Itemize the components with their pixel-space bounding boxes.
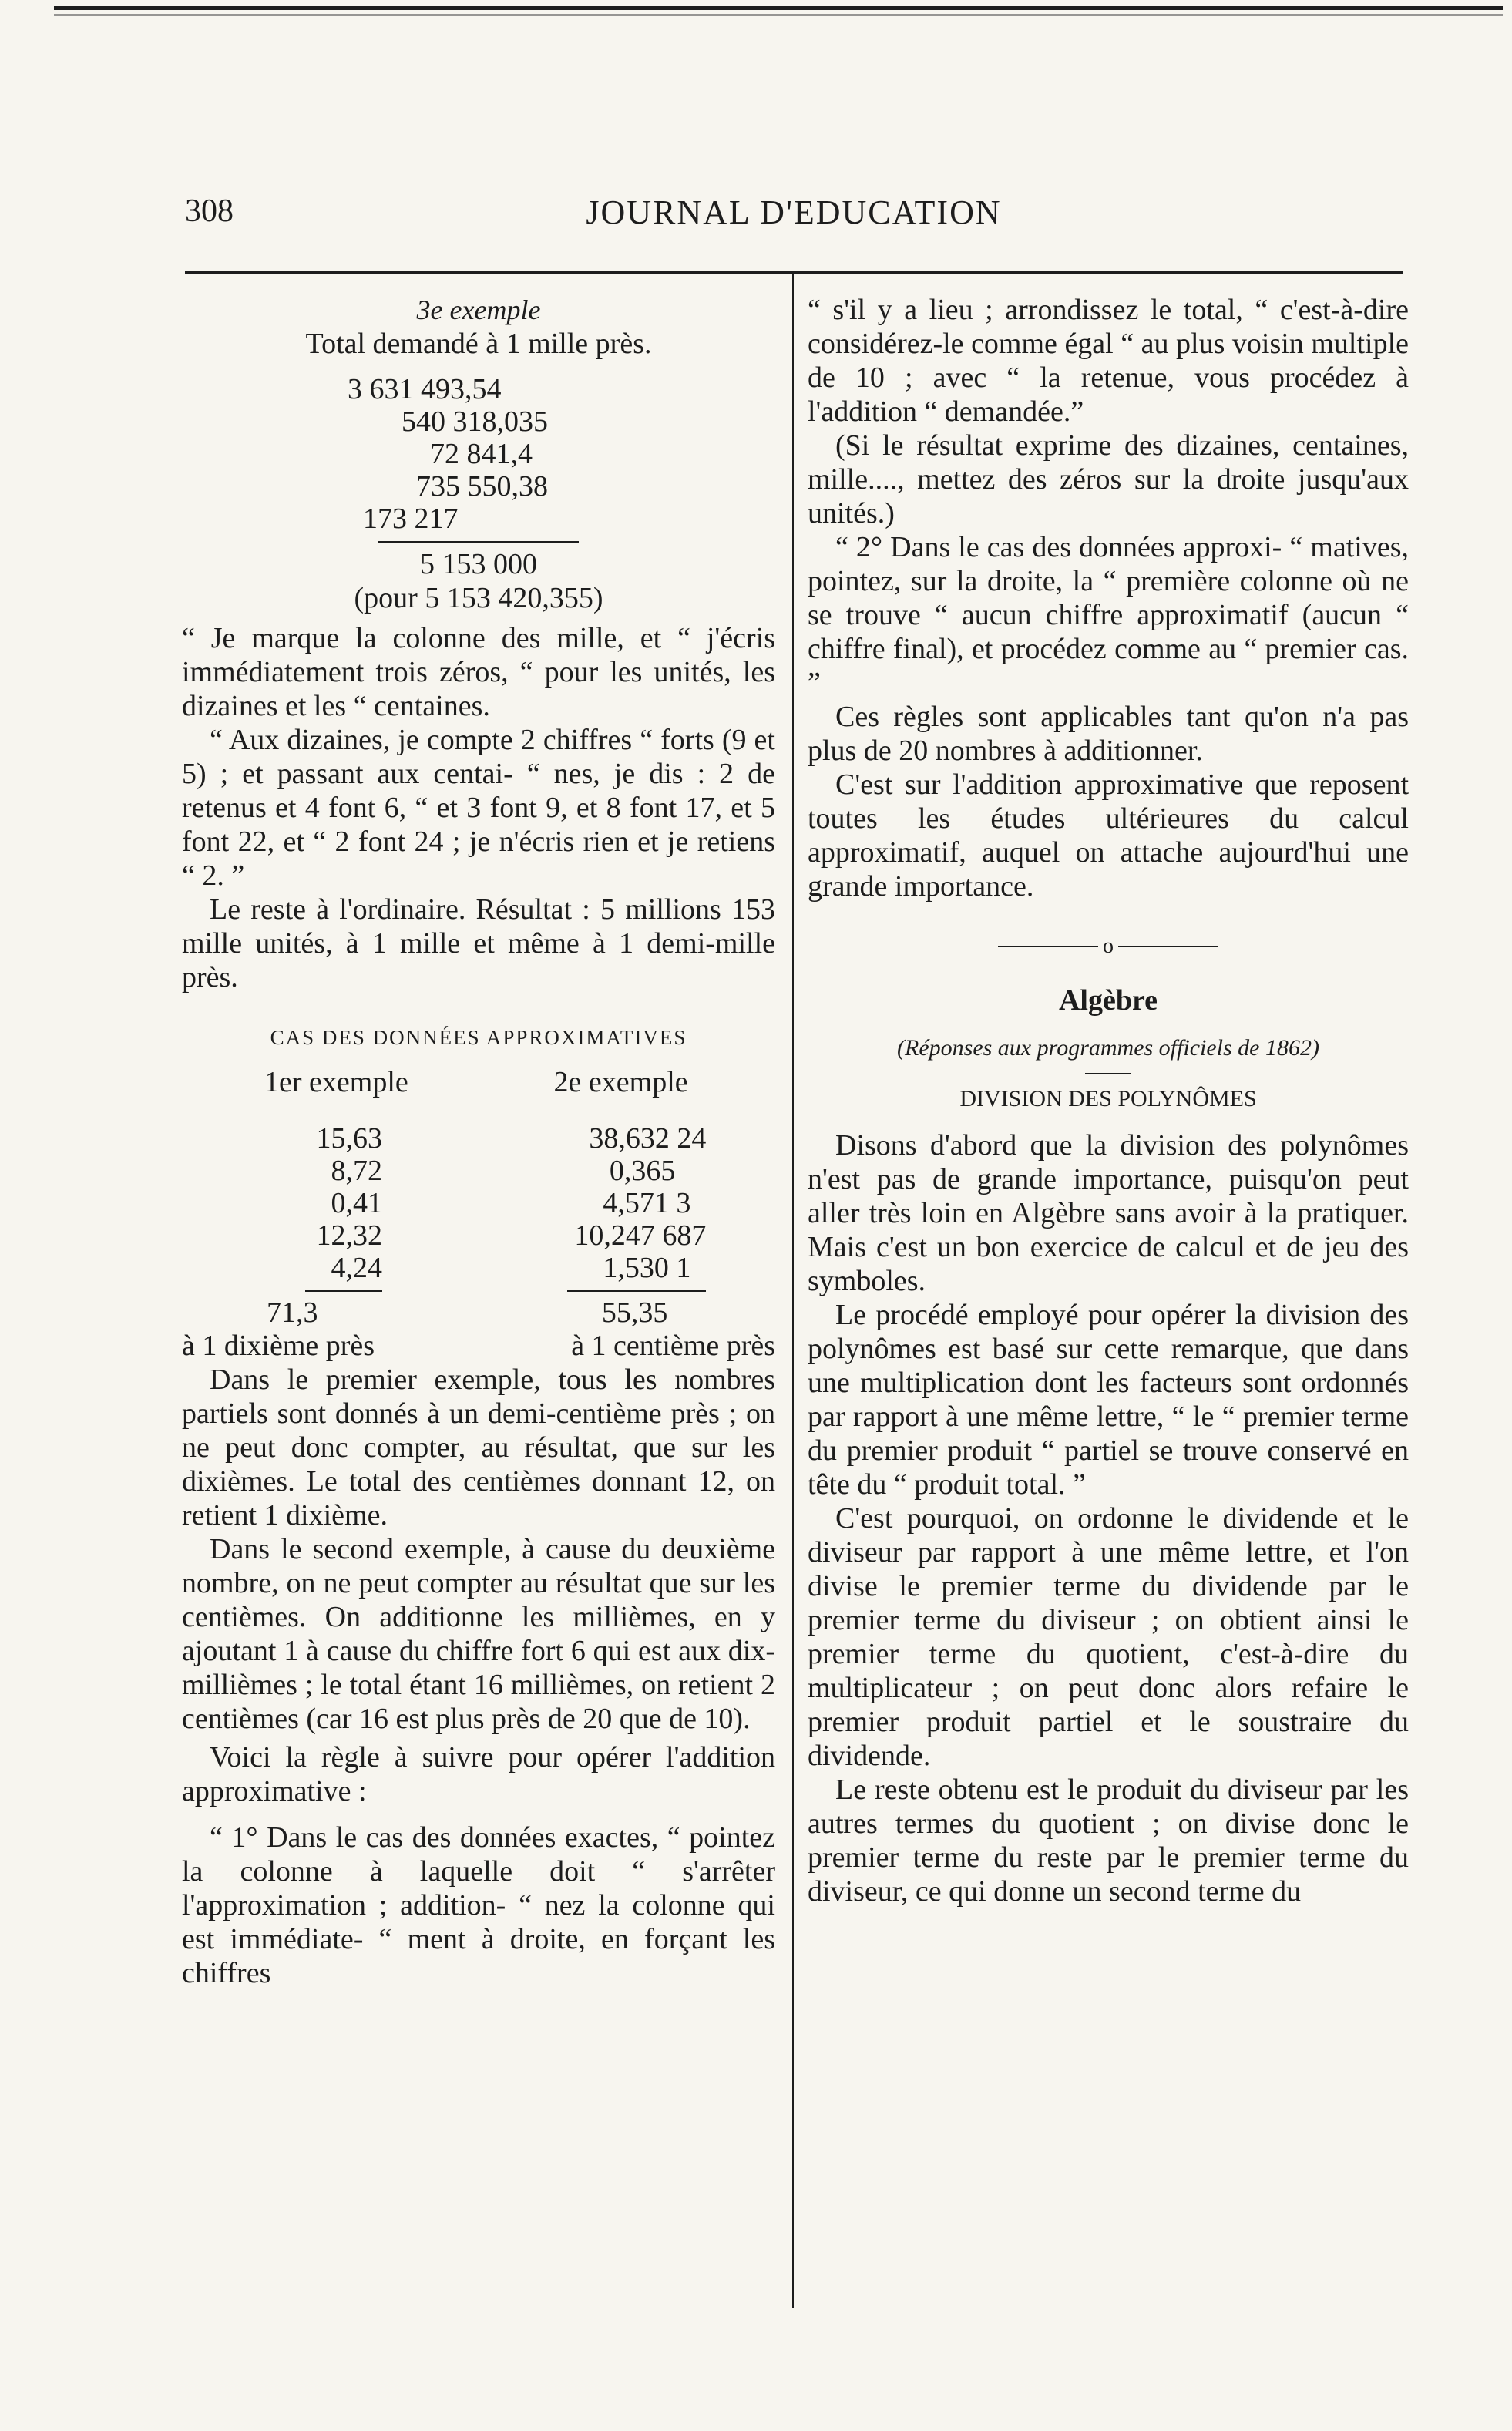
right-column xyxy=(808,293,1409,1908)
header-rule xyxy=(185,271,1403,274)
short-rule xyxy=(1085,1073,1131,1074)
number-row: 8,72 xyxy=(331,1155,382,1187)
paragraph: Disons d'abord que la division des polynômes n'est pas de grande importance, puisqu'on peut aller très loin en Algèbre sans avoir à la pratiquer. Mais c'est un bon exercice de calcul et de jeu des symboles. xyxy=(808,1129,1409,1297)
number-row: 4,571 3 xyxy=(603,1187,691,1219)
example-number-columns xyxy=(182,1122,775,1329)
number-row: 4,24 xyxy=(331,1252,382,1284)
paragraph: Dans le second exemple, à cause du deuxième nombre, on ne peut compter au résultat que sur les centièmes. On additionne les millièmes, en y ajoutant 1 à cause du chiffre fort 6 qui est aux dix-millièmes ; le total étant 16 millièmes, on retient 2 centièmes (car 16 est plus près de 20 que de 10). xyxy=(182,1533,775,1735)
left-column xyxy=(182,293,775,1990)
example-3-title: 3e exemple xyxy=(416,294,541,325)
paragraph: C'est sur l'addition approximative que reposent toutes les études ultérieures du calcul approximatif, auquel on attache aujourd'hui une grande importance. xyxy=(808,768,1409,903)
paragraph: Le procédé employé pour opérer la division des polynômes est basé sur cette remarque, que dans une multiplication dont les facteurs sont ordonnés par rapport à une même lettre, “ le “ premier terme du premier produit “ partiel se trouve conservé en tête du “ produit total. ” xyxy=(808,1299,1409,1501)
paragraph: Voici la règle à suivre pour opérer l'addition approximative : xyxy=(182,1741,775,1807)
top-border-rule xyxy=(54,6,1503,23)
number-row: 72 841,4 xyxy=(430,438,533,470)
paragraph: (Si le résultat exprime des dizaines, centaines, mille...., mettez des zéros sur la droite jusqu'aux unités.) xyxy=(808,429,1409,530)
number-row: 12,32 xyxy=(316,1219,382,1252)
example-3-total: 5 153 000 xyxy=(420,548,537,580)
paragraph: Ces règles sont applicables tant qu'on n'a pas plus de 20 nombres à additionner. xyxy=(808,701,1409,767)
section-title-algebre: Algèbre xyxy=(1058,984,1158,1017)
sum-rule xyxy=(567,1290,706,1292)
paragraph: “ 2° Dans le cas des données approxi- “ matives, pointez, sur la droite, la “ première colonne où ne se trouve “ aucun chiffre approximatif (aucun “ chiffre final), et procédez comme au “ premier cas. ” xyxy=(808,531,1409,699)
paragraph: Dans le premier exemple, tous les nombres partiels sont donnés à un demi-centième près ; on ne peut donc compter, au résultat, que sur les dixièmes. Le total des centièmes donnant 12, on retient 1 dixième. xyxy=(182,1363,775,1532)
section-separator xyxy=(808,930,1409,963)
page-header xyxy=(185,193,1403,239)
number-row: 3 631 493,54 xyxy=(348,373,502,405)
separator-mark: o xyxy=(1103,934,1114,958)
running-title: JOURNAL D'EDUCATION xyxy=(586,193,1002,231)
paragraph: “ Aux dizaines, je compte 2 chiffres “ forts (9 et 5) ; et passant aux centai- “ nes, je dis : 2 de retenus et 4 font 6, “ et 3 font 9, et 8 font 17, et 5 font 22, et “ 2 font 24 ; je n'écris rien et je retiens “ 2. ” xyxy=(182,724,775,892)
example-1-numbers xyxy=(182,1122,467,1329)
paragraph: “ Je marque la colonne des mille, et “ j'écris immédiatement trois zéros, “ pour les unités, les dizaines et les “ centaines. xyxy=(182,622,775,722)
example-2-numbers xyxy=(490,1122,775,1329)
sum-rule xyxy=(305,1290,382,1292)
sum-rule xyxy=(378,541,579,543)
example-2-total: 55,35 xyxy=(601,1296,668,1329)
number-row: 38,632 24 xyxy=(589,1122,707,1155)
paragraph: “ s'il y a lieu ; arrondissez le total, “ c'est-à-dire considérez-le comme égal “ au plus voisin multiple de 10 ; avec “ la retenue, vous procédez à l'addition “ demandée.” xyxy=(808,294,1409,428)
example-2-title: 2e exemple xyxy=(553,1066,688,1098)
column-divider xyxy=(792,274,794,2308)
section-subtitle: (Réponses aux programmes officiels de 1862) xyxy=(897,1035,1319,1061)
number-row: 0,365 xyxy=(609,1155,676,1187)
number-row: 15,63 xyxy=(316,1122,382,1155)
number-row: 10,247 687 xyxy=(574,1219,707,1252)
number-row: 173 217 xyxy=(363,503,459,535)
paragraph: C'est pourquoi, on ordonne le dividende et le diviseur par rapport à une même lettre, et l'on divise le premier terme du dividende par le premier terme du diviseur ; on obtient ainsi le premier terme du quotient, c'est-à-dire du multiplicateur ; on peut donc alors refaire le premier produit partiel et le soustraire du dividende. xyxy=(808,1502,1409,1772)
example-1-title: 1er exemple xyxy=(264,1066,408,1098)
paragraph: Le reste à l'ordinaire. Résultat : 5 millions 153 mille unités, à 1 mille et même à 1 demi-mille près. xyxy=(182,893,775,994)
number-row: 540 318,035 xyxy=(402,405,548,438)
paragraph: “ 1° Dans le cas des données exactes, “ pointez la colonne à laquelle doit “ s'arrêter l'approximation ; addition- “ nez la colonne qui est immédiate- “ ment à droite, en forçant les chiffres xyxy=(182,1821,775,1989)
example-1-total: 71,3 xyxy=(267,1296,318,1329)
subheading-division-polynomes: DIVISION DES POLYNÔMES xyxy=(959,1086,1257,1111)
section-heading-approximate: CAS DES DONNÉES APPROXIMATIVES xyxy=(270,1026,687,1049)
example-3-numbers xyxy=(348,373,579,543)
example-3-subtitle: Total demandé à 1 mille près. xyxy=(305,328,652,360)
paragraph: Le reste obtenu est le produit du diviseur par les autres termes du quotient ; on divise donc le premier terme du reste par le premier terme du diviseur, ce qui donne un second terme du xyxy=(808,1774,1409,1908)
example-titles xyxy=(182,1065,775,1099)
number-row: 735 550,38 xyxy=(416,470,548,503)
example-3-total-note: (pour 5 153 420,355) xyxy=(354,582,603,614)
page-number: 308 xyxy=(185,193,234,229)
example-1-precision: à 1 dixième près xyxy=(182,1330,375,1362)
precision-labels xyxy=(182,1329,775,1363)
example-2-precision: à 1 centième près xyxy=(571,1330,775,1362)
number-row: 1,530 1 xyxy=(603,1252,691,1284)
number-row: 0,41 xyxy=(331,1187,382,1219)
